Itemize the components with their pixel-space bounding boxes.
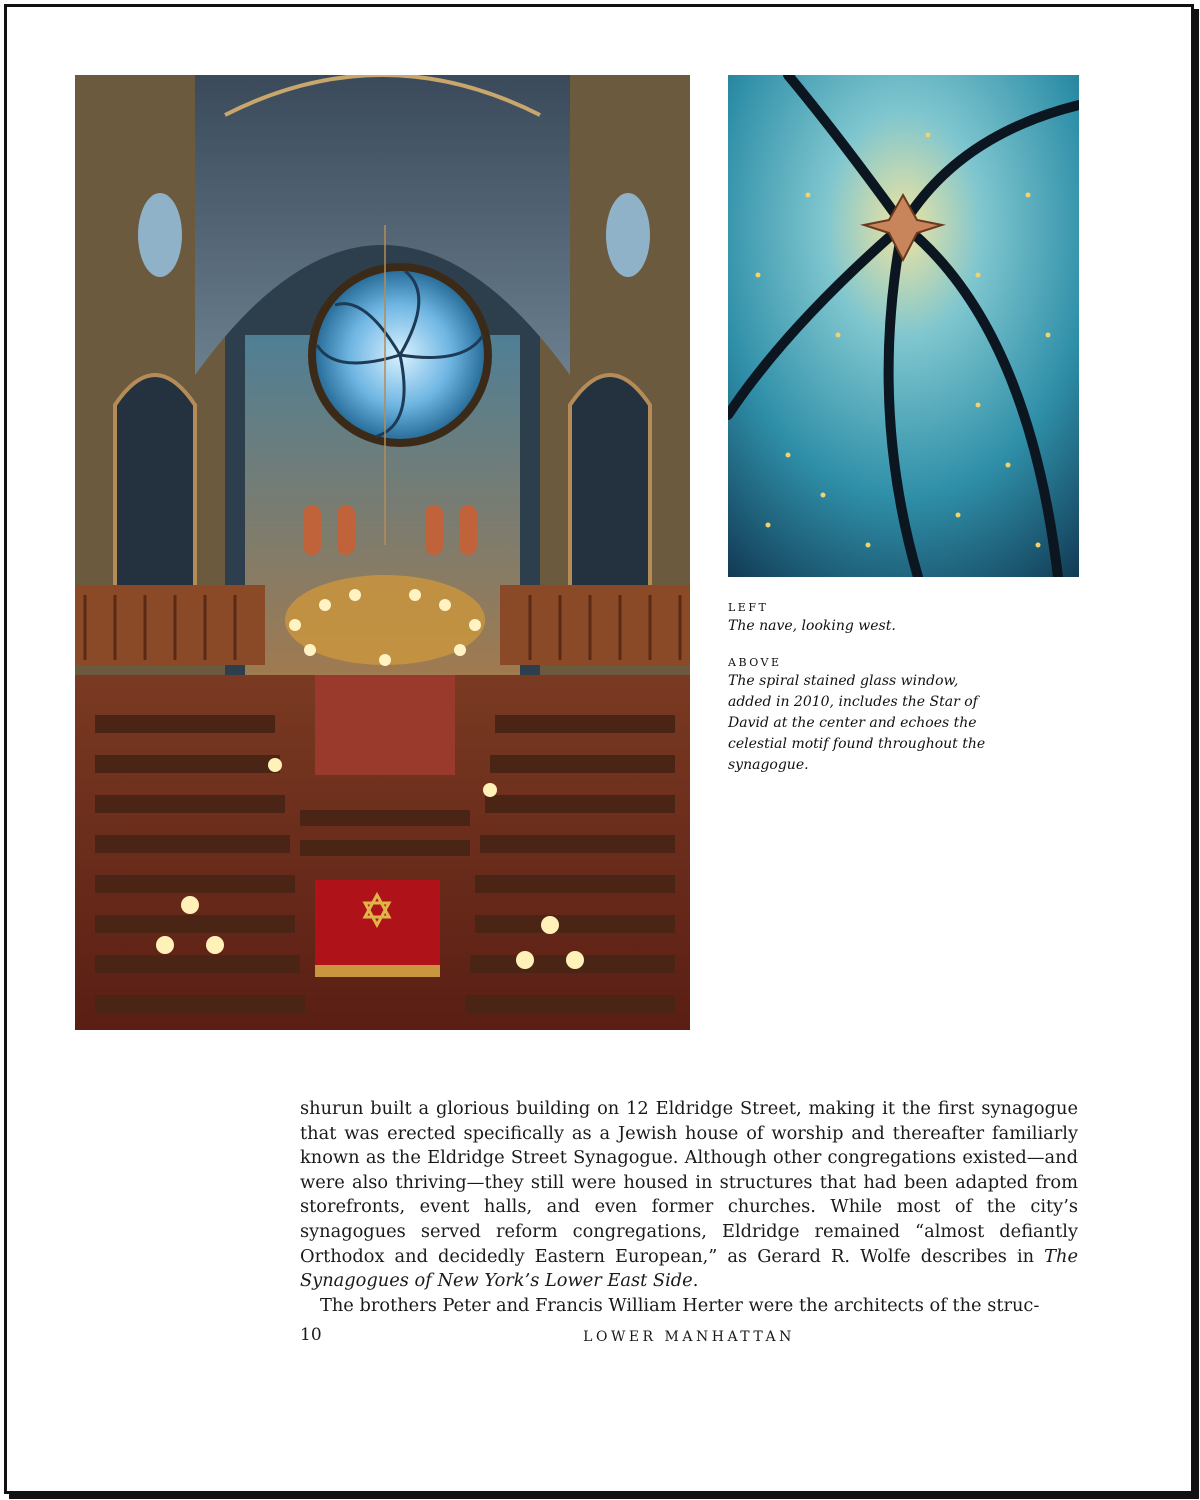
stained-glass-photo [728, 75, 1079, 577]
book-title: The Synagogues of New York’s Lower East Side [300, 1245, 1078, 1292]
caption-above-label: ABOVE [728, 656, 782, 669]
running-head: LOWER MANHATTAN [583, 1329, 795, 1345]
body-paragraph [300, 1097, 1078, 1294]
body-paragraph-1-text: shurun built a glorious building on 12 Eldridge Street, making it the first synagogue that was erected specifically as a Jewish house of worship and thereafter familiarly known as the Eldridge Street Synagogue. Although other congregations existed—and were also thriving—they still were housed in structures that had been adapted from storefronts, event halls, and even former churches. While most of the city’s synagogues served reform congregations, Eldridge remained “almost defiantly Orthodox and decidedly Eastern European,” as Gerard R. Wolfe describes in [300, 1098, 1078, 1267]
caption-above-text: The spiral stained glass window, added in 2010, includes the Star of David at the center and echoes the celestial motif found throughout the synagogue. [728, 673, 986, 773]
caption-left-label: LEFT [728, 601, 769, 614]
caption-left [728, 600, 988, 637]
body-paragraph-1-end: . [692, 1270, 699, 1292]
caption-left-text: The nave, looking west. [728, 618, 896, 634]
nave-photo [75, 75, 690, 1030]
caption-above [728, 655, 988, 776]
page-number: 10 [300, 1325, 322, 1345]
body-text [300, 1097, 1078, 1318]
body-paragraph: The brothers Peter and Francis William Herter were the architects of the struc- [320, 1294, 1040, 1316]
caption-column [728, 600, 988, 794]
